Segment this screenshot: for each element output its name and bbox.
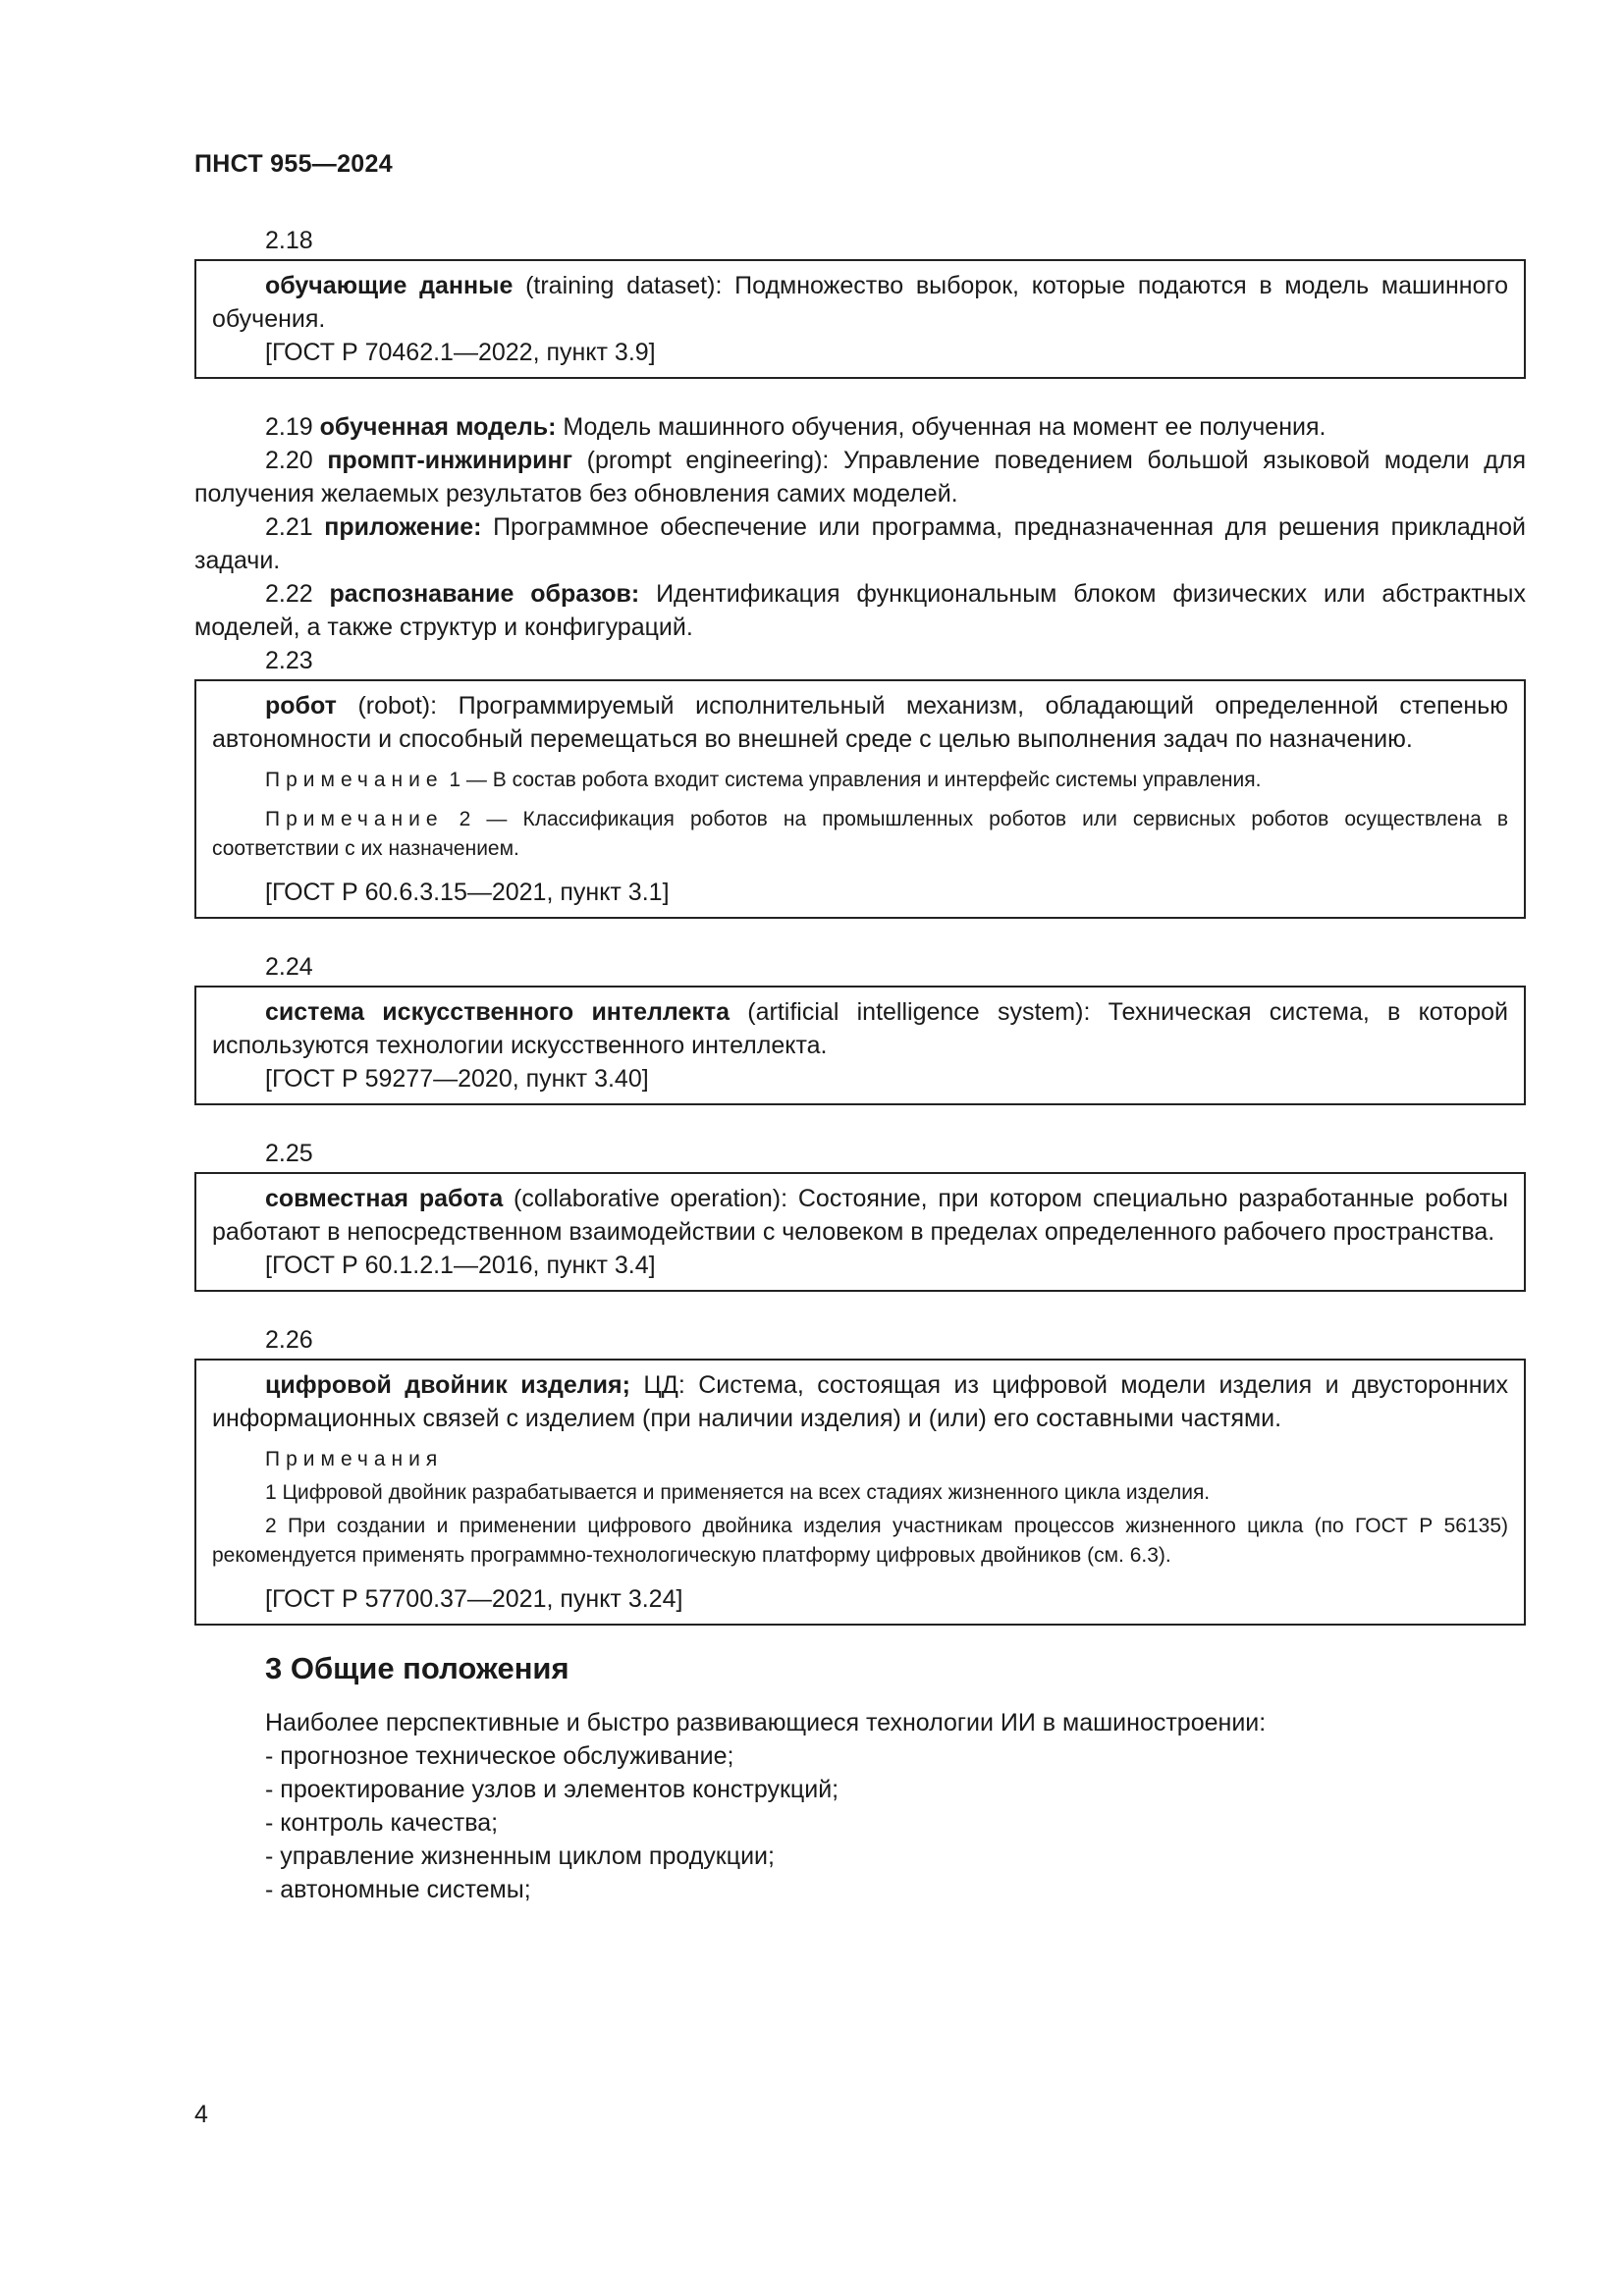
term-definition: [212, 689, 1508, 756]
technology-list: [265, 1739, 1526, 1906]
content: [194, 224, 1526, 1906]
term-text: (training dataset): Подмножество выборок, которые подаются в модель машинного обучения.: [212, 272, 1508, 333]
term-note: 1 Цифровой двойник разрабатывается и применяется на всех стадиях жизненного цикла изделия.: [265, 1481, 1211, 1504]
term-note: [212, 805, 1508, 864]
term-name: промпт-инжиниринг: [327, 447, 572, 474]
term-number: 2.24: [265, 953, 313, 981]
page-number: 4: [194, 2101, 208, 2128]
term-text: Модель машинного обучения, обученная на момент ее получения.: [556, 413, 1326, 441]
note-label: Примечание: [265, 808, 444, 830]
term-box-2-23: [194, 679, 1526, 919]
term-note: 2 При создании и применении цифрового двойника изделия участникам процессов жизненного цикла (по ГОСТ Р 56135) рекомендуется применять программно-технологическую платформу цифровых двойников (см. 6.3).: [212, 1515, 1508, 1567]
term-reference: [ГОСТ Р 70462.1—2022, пункт 3.9]: [265, 339, 656, 366]
term-number: 2.20: [265, 447, 313, 474]
term-text: (prompt engineering): Управление поведением большой языковой модели для получения желаемых результатов без обновления самих моделей.: [194, 447, 1526, 507]
term-2-22: [194, 577, 1526, 644]
term-definition: [212, 1182, 1508, 1249]
term-reference: [ГОСТ Р 60.6.3.15—2021, пункт 3.1]: [265, 879, 670, 906]
term-name: обученная модель:: [319, 413, 557, 441]
term-name: цифровой двойник изделия;: [265, 1371, 630, 1399]
term-box-2-24: [194, 986, 1526, 1105]
term-reference: [ГОСТ Р 59277—2020, пункт 3.40]: [265, 1065, 649, 1093]
term-2-19: [194, 410, 1526, 444]
term-2-20: [194, 444, 1526, 510]
term-text: (robot): Программируемый исполнительный механизм, обладающий определенной степенью автономности и способный перемещаться во внешней среде с целью выполнения задач по назначению.: [212, 692, 1508, 753]
list-item: - проектирование узлов и элементов конструкций;: [265, 1773, 1526, 1806]
term-number: 2.18: [265, 227, 313, 254]
note-text: 1 — В состав робота входит система управления и интерфейс системы управления.: [443, 769, 1262, 791]
term-name: приложение:: [324, 513, 482, 541]
note-label: Примечание: [265, 769, 444, 791]
term-number: 2.19: [265, 413, 313, 441]
note-label: Примечания: [265, 1448, 444, 1470]
document-id: ПНСТ 955—2024: [194, 150, 393, 178]
term-2-21: [194, 510, 1526, 577]
list-intro: Наиболее перспективные и быстро развивающиеся технологии ИИ в машиностроении:: [265, 1709, 1267, 1736]
notes-label: [212, 1445, 1508, 1474]
term-text: Идентификация функциональным блоком физических или абстрактных моделей, а также структур и конфигураций.: [194, 580, 1526, 641]
section-title: 3 Общие положения: [265, 1651, 569, 1685]
term-definition: [212, 269, 1508, 336]
term-name: совместная работа: [265, 1185, 504, 1212]
term-number: 2.23: [265, 647, 313, 674]
list-item: - управление жизненным циклом продукции;: [265, 1840, 1526, 1873]
term-definition: [212, 995, 1508, 1062]
term-name: распознавание образов:: [329, 580, 640, 608]
term-text: ЦД: Система, состоящая из цифровой модели изделия и двусторонних информационных связей с изделием (при наличии изделия) и (или) его составными частями.: [212, 1371, 1508, 1432]
term-box-2-18: [194, 259, 1526, 379]
list-item: - контроль качества;: [265, 1806, 1526, 1840]
term-text: (artificial intelligence system): Техническая система, в которой используются технологии искусственного интеллекта.: [212, 998, 1509, 1059]
term-number: 2.26: [265, 1326, 313, 1354]
term-text: Программное обеспечение или программа, предназначенная для решения прикладной задачи.: [194, 513, 1526, 574]
note-text: 2 — Классификация роботов на промышленных роботов или сервисных роботов осуществлена в соответствии с их назначением.: [212, 808, 1508, 860]
term-text: (collaborative operation): Состояние, при котором специально разработанные роботы работают в непосредственном взаимодействии с человеком в пределах определенного рабочего пространства.: [212, 1185, 1508, 1246]
term-reference: [ГОСТ Р 60.1.2.1—2016, пункт 3.4]: [265, 1252, 656, 1279]
term-box-2-25: [194, 1172, 1526, 1292]
term-note: [212, 766, 1508, 795]
term-name: система искусственного интеллекта: [265, 998, 731, 1026]
list-item: - автономные системы;: [265, 1873, 1526, 1906]
term-number: 2.21: [265, 513, 313, 541]
term-name: обучающие данные: [265, 272, 514, 299]
term-name: робот: [265, 692, 337, 720]
term-number: 2.25: [265, 1140, 313, 1167]
term-number: 2.22: [265, 580, 313, 608]
term-box-2-26: [194, 1359, 1526, 1626]
list-item: - прогнозное техническое обслуживание;: [265, 1739, 1526, 1773]
term-reference: [ГОСТ Р 57700.37—2021, пункт 3.24]: [265, 1585, 683, 1613]
term-definition: [212, 1368, 1508, 1435]
